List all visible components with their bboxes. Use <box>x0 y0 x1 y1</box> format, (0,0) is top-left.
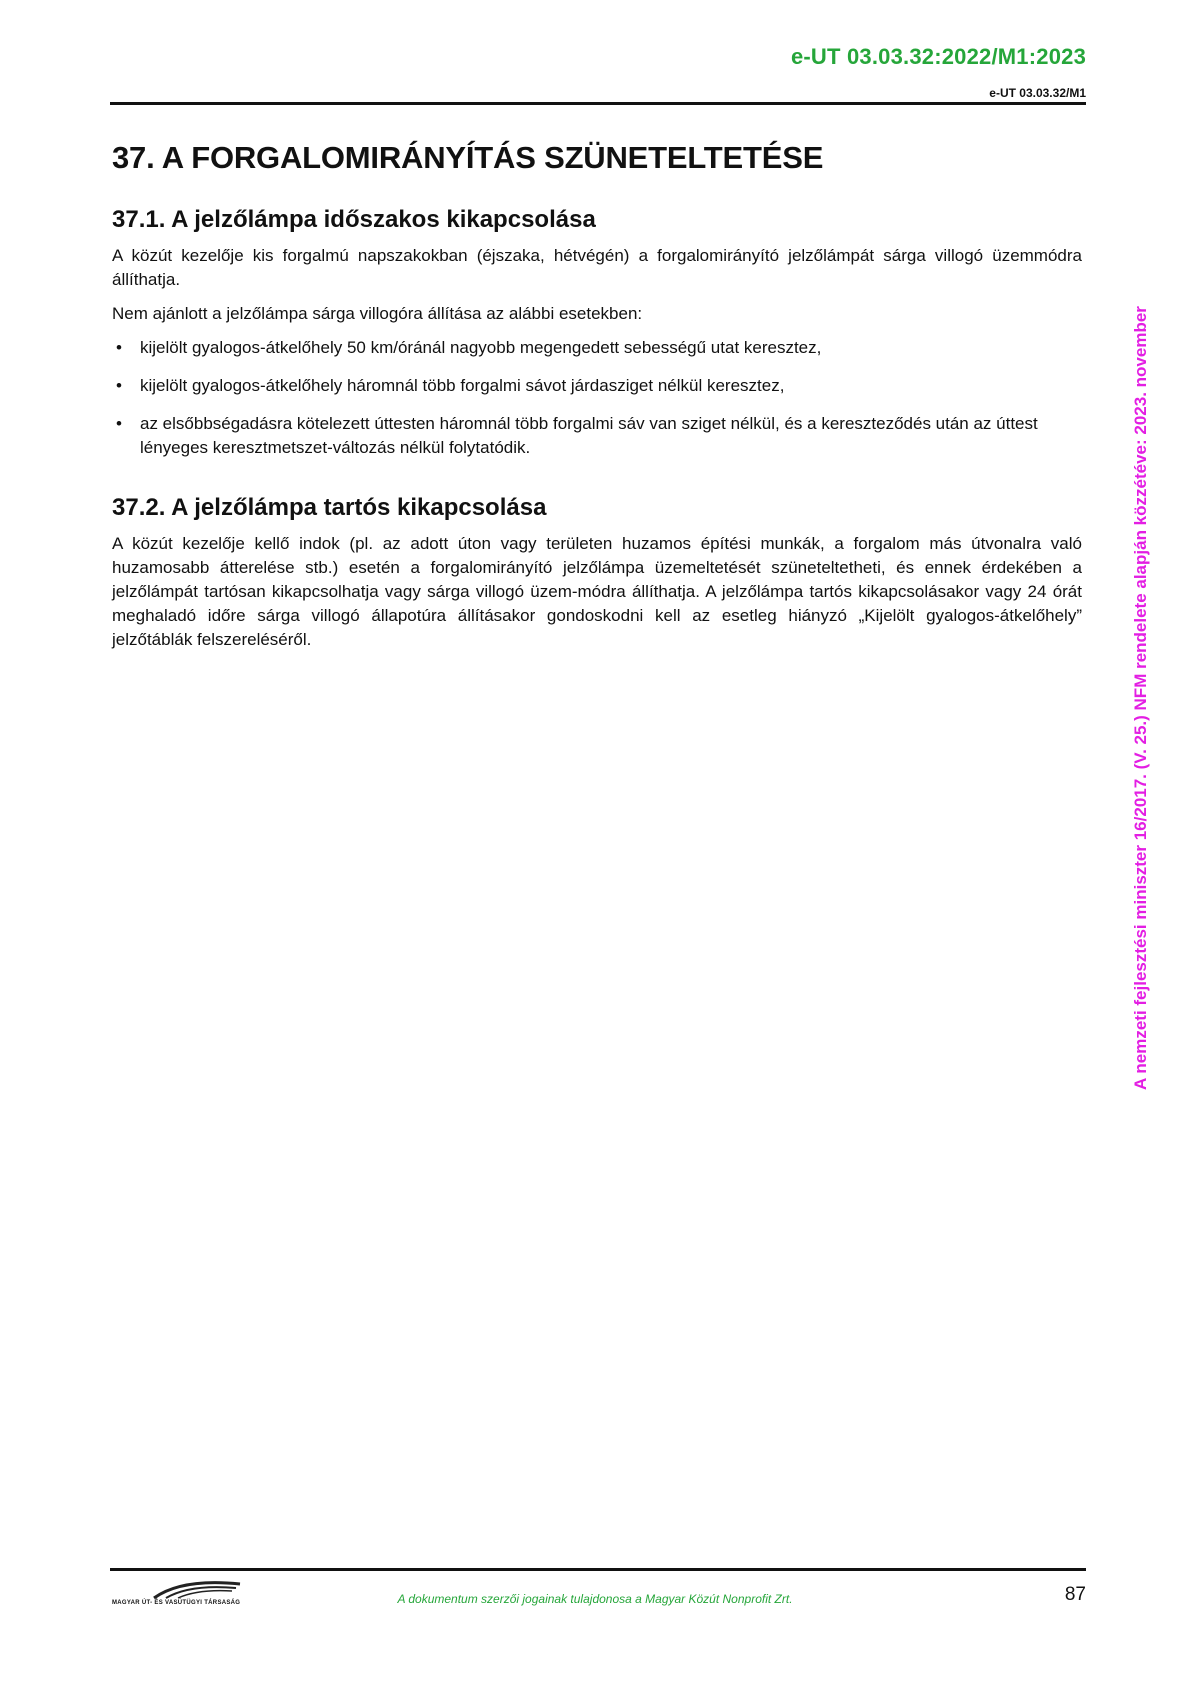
paragraph: A közút kezelője kis forgalmú napszakokban (éjszaka, hétvégén) a forgalomirányító jelzőlámpát sárga villogó üzemmódra állíthatja. <box>112 246 1082 289</box>
chapter-title: 37. A FORGALOMIRÁNYÍTÁS SZÜNETELTETÉSE <box>112 140 824 175</box>
paragraph: A közút kezelője kellő indok (pl. az adott úton vagy területen huzamos építési munkák, a forgalom más útvonalra való huzamosabb átterelése stb.) esetén a forgalomirányító jelzőlámpa üzemeltetését szüneteltetheti, és ennek érdekében a jelzőlámpát tartósan kikapcsolhatja vagy sárga villogó üzem-módra állíthatja. A jelzőlámpa tartós kikapcsolásakor vagy 24 órát meghaladó időre sárga villogó állapotúra állításakor gondoskodni kell az esetleg hiányzó „Kijelölt gyalogos-átkelőhely” jelzőtáblák felszereléséről. <box>112 534 1082 649</box>
list-item <box>112 374 1082 398</box>
bullet-icon: • <box>116 376 122 395</box>
section-37-1 <box>112 206 1082 460</box>
list-item <box>112 336 1082 360</box>
footer-rule <box>110 1568 1086 1571</box>
header-rule <box>110 102 1086 105</box>
document-content <box>112 140 1082 662</box>
doc-code: e-UT 03.03.32/M1 <box>989 86 1086 100</box>
section-37-2 <box>112 494 1082 652</box>
bullet-icon: • <box>116 414 122 433</box>
footer-copyright: A dokumentum szerzői jogainak tulajdonosa a Magyar Közút Nonprofit Zrt. <box>397 1592 793 1606</box>
page-id: e-UT 03.03.32:2022/M1:2023 <box>790 44 1086 69</box>
page-number: 87 <box>1064 1584 1086 1605</box>
paragraph: Nem ajánlott a jelzőlámpa sárga villogóra állítása az alábbi esetekben: <box>112 304 643 323</box>
footer-logo-text: MAGYAR ÚT- ÉS VASÚTÜGYI TÁRSASÁG <box>112 1600 241 1606</box>
section-title: 37.2. A jelzőlámpa tartós kikapcsolása <box>112 494 547 521</box>
bullet-list <box>112 336 1082 460</box>
list-item-text: kijelölt gyalogos-átkelőhely háromnál több forgalmi sávot járdasziget nélkül keresztez, <box>140 376 785 395</box>
list-item-text: az elsőbbségadásra kötelezett úttesten háromnál több forgalmi sáv van sziget nélkül, és a kereszteződés után az úttest lényeges keresztmetszet-változás nélkül folytatódik. <box>140 414 1038 457</box>
list-item-text: kijelölt gyalogos-átkelőhely 50 km/óránál nagyobb megengedett sebességű utat keresztez, <box>140 338 822 357</box>
bullet-icon: • <box>116 338 122 357</box>
list-item <box>112 412 1082 460</box>
side-publication-note: A nemzeti fejlesztési miniszter 16/2017. (V. 25.) NFM rendelete alapján közzétéve: 2023. november <box>1131 306 1150 1090</box>
section-title: 37.1. A jelzőlámpa időszakos kikapcsolása <box>112 206 596 233</box>
